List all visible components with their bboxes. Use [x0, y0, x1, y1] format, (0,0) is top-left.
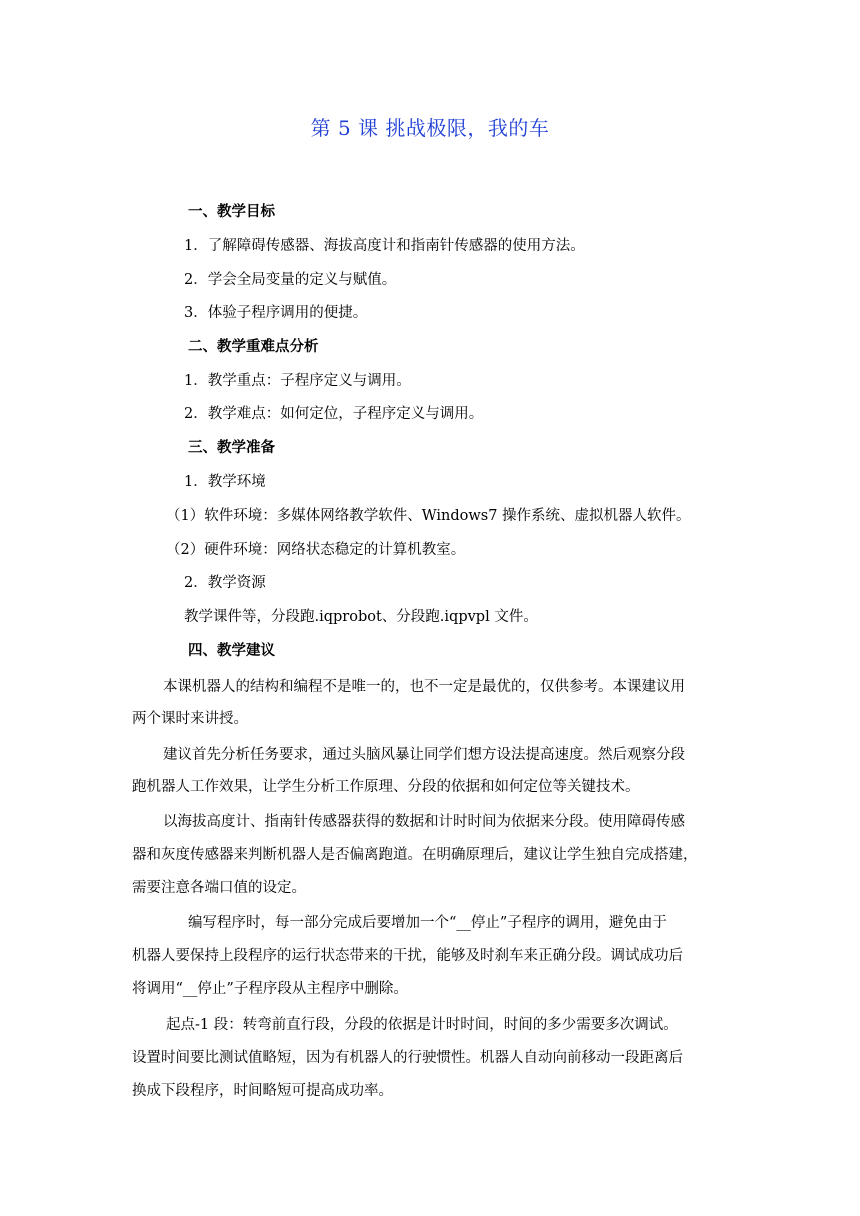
- prep-resources: 教学课件等，分段跑.iqprobot、分段跑.iqpvpl 文件。: [184, 609, 538, 625]
- section-heading-prep: 三、教学准备: [188, 440, 275, 456]
- prep-hardware: （2）硬件环境：网络状态稳定的计算机教室。: [166, 542, 466, 558]
- prep-resources-title: 2．教学资源: [184, 575, 266, 591]
- advice-line: 本课机器人的结构和编程不是唯一的，也不一定是最优的，仅供参考。本课建议用: [163, 679, 685, 695]
- page-title: 第 5 课 挑战极限，我的车: [310, 116, 550, 140]
- goal-item: 1．了解障碍传感器、海拔高度计和指南针传感器的使用方法。: [184, 238, 585, 254]
- advice-line: 建议首先分析任务要求，通过头脑风暴让同学们想方设法提高速度。然后观察分段: [163, 747, 685, 763]
- prep-software: （1）软件环境：多媒体网络教学软件、Windows7 操作系统、虚拟机器人软件。: [166, 508, 691, 524]
- keypoint-item: 1．教学重点：子程序定义与调用。: [184, 373, 411, 389]
- goal-item: 2．学会全局变量的定义与赋值。: [184, 272, 397, 288]
- section-heading-keypoints: 二、教学重难点分析: [188, 339, 319, 355]
- advice-line: 机器人要保持上段程序的运行状态带来的干扰，能够及时刹车来正确分段。调试成功后: [132, 948, 683, 964]
- keypoint-item: 2．教学难点：如何定位，子程序定义与调用。: [184, 406, 484, 422]
- section-heading-goals: 一、教学目标: [188, 204, 275, 220]
- advice-line: 换成下段程序，时间略短可提高成功率。: [132, 1083, 393, 1099]
- section-heading-advice: 四、教学建议: [188, 643, 275, 659]
- advice-line: 器和灰度传感器来判断机器人是否偏离跑道。在明确原理后，建议让学生独自完成搭建，: [132, 847, 698, 863]
- advice-line: 两个课时来讲授。: [132, 711, 248, 727]
- advice-line: 将调用“__停止”子程序段从主程序中删除。: [132, 981, 408, 997]
- goal-item: 3．体验子程序调用的便捷。: [184, 305, 368, 321]
- prep-env-title: 1．教学环境: [184, 474, 266, 490]
- advice-line: 起点-1 段：转弯前直行段，分段的依据是计时时间，时间的多少需要多次调试。: [166, 1017, 678, 1033]
- advice-line: 设置时间要比测试值略短，因为有机器人的行驶惯性。机器人自动向前移动一段距离后: [132, 1050, 683, 1066]
- advice-line: 需要注意各端口值的设定。: [132, 880, 306, 896]
- advice-line: 跑机器人工作效果，让学生分析工作原理、分段的依据和如何定位等关键技术。: [132, 779, 640, 795]
- advice-line: 编写程序时，每一部分完成后要增加一个“__停止”子程序的调用，避免由于: [188, 915, 667, 931]
- advice-line: 以海拔高度计、指南针传感器获得的数据和计时时间为依据来分段。使用障碍传感: [163, 814, 685, 830]
